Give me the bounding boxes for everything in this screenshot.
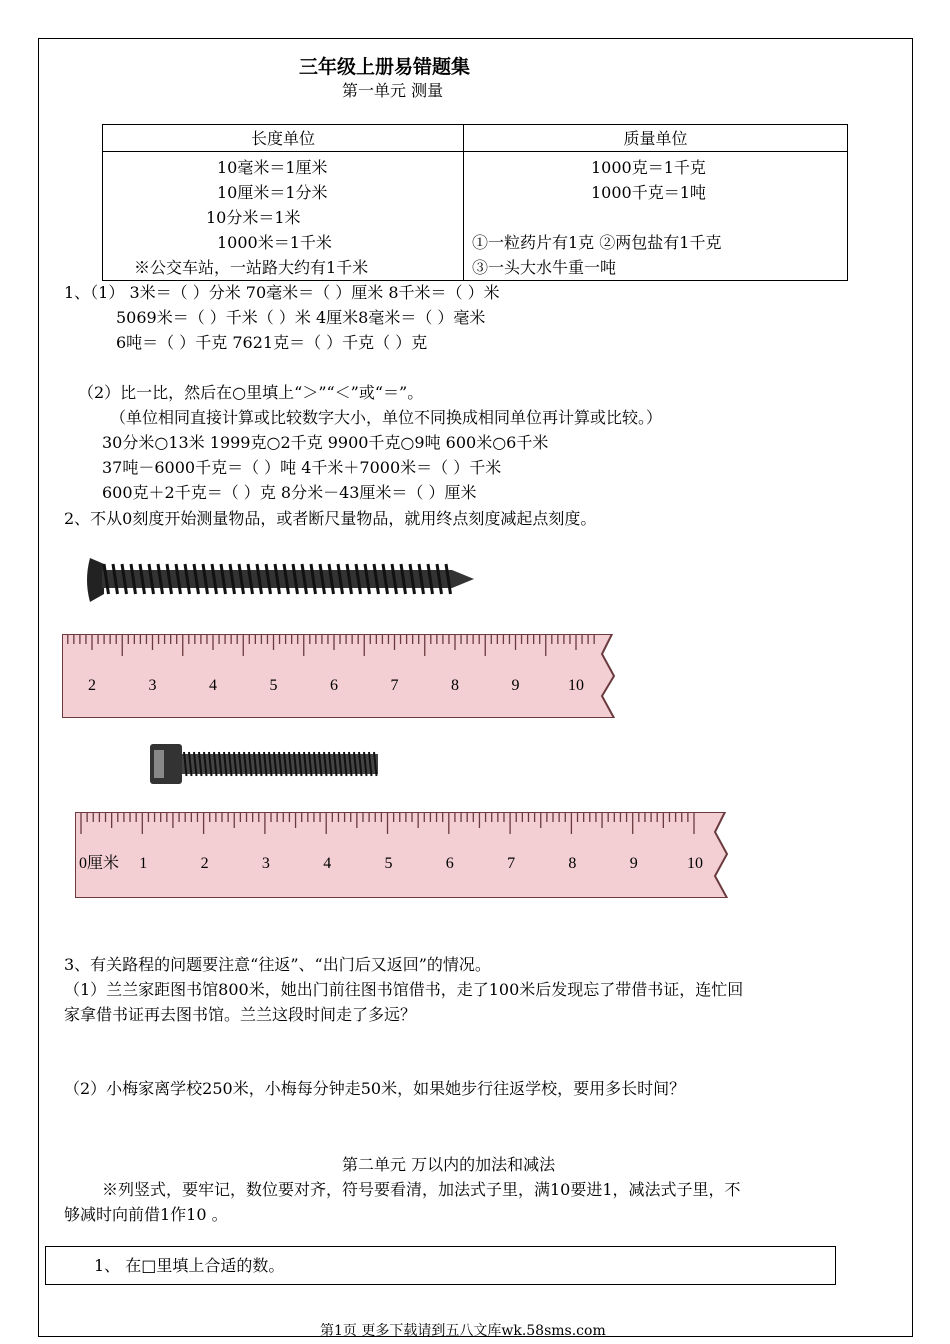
ruler1-label: 3 bbox=[148, 677, 157, 694]
bolt-image bbox=[124, 730, 388, 796]
ruler1-label: 7 bbox=[390, 677, 399, 694]
ruler1-label: 5 bbox=[269, 677, 278, 694]
q1-compare2: 37吨－6000千克＝（ ）吨 4千米＋7000米＝（ ）千米 bbox=[102, 458, 502, 477]
unit2-q1: 1、 在□里填上合适的数。 bbox=[94, 1256, 285, 1275]
q1-line2: 5069米＝（ ）千米（ ）米 4厘米8毫米＝（ ）毫米 bbox=[116, 308, 486, 327]
ruler2-label: 9 bbox=[629, 855, 638, 872]
unit2-tip-a: ※列竖式，要牢记，数位要对齐，符号要看清，加法式子里，满10要进1，减法式子里，不 bbox=[102, 1180, 741, 1199]
q3-p1b: 家拿借书证再去图书馆。兰兰这段时间走了多远？ bbox=[64, 1005, 417, 1024]
q1-line1: 1、（1） 3米＝（ ）分米 70毫米＝（ ）厘米 8千米＝（ ）米 bbox=[64, 283, 500, 302]
ruler2-label: 3 bbox=[261, 855, 270, 872]
q2-text: 2、不从0刻度开始测量物品，或者断尺量物品，就用终点刻度减起点刻度。 bbox=[64, 509, 597, 528]
ruler2-label: 7 bbox=[507, 855, 516, 872]
q1-note: （单位相同直接计算或比较数字大小，单位不同换成相同单位再计算或比较。） bbox=[110, 408, 663, 427]
ruler2-label: 8 bbox=[568, 855, 577, 872]
mass-line: 1000千克＝1吨 bbox=[591, 183, 706, 202]
ruler2-label: 1 bbox=[139, 855, 148, 872]
unit2-heading: 第二单元 万以内的加法和减法 bbox=[342, 1155, 556, 1174]
unit2-tip-b: 够减时向前借1作10 。 bbox=[64, 1205, 228, 1224]
length-cell bbox=[104, 153, 462, 279]
page-footer: 第1页 更多下载请到五八文库wk.58sms.com bbox=[320, 1323, 606, 1339]
length-line: 10分米＝1米 bbox=[206, 208, 301, 227]
q3-p2: （2）小梅家离学校250米，小梅每分钟走50米，如果她步行往返学校，要用多长时间？ bbox=[64, 1079, 686, 1098]
mass-line: ①一粒药片有1克 ②两包盐有1千克 bbox=[472, 233, 722, 252]
unit1-heading: 第一单元 测量 bbox=[342, 81, 444, 100]
ruler1-label: 4 bbox=[209, 677, 217, 694]
mass-header: 质量单位 bbox=[464, 125, 848, 152]
q3-text: 3、有关路程的问题要注意“往返”、“出门后又返回”的情况。 bbox=[64, 955, 491, 974]
length-line: 10厘米＝1分米 bbox=[217, 183, 328, 202]
length-header: 长度单位 bbox=[103, 125, 464, 152]
ruler-1 bbox=[62, 634, 618, 718]
ruler2-label: 2 bbox=[200, 855, 209, 872]
length-line: 1000米＝1千米 bbox=[217, 233, 332, 252]
page-title: 三年级上册易错题集 bbox=[299, 56, 471, 78]
ruler2-label: 6 bbox=[445, 855, 454, 872]
ruler2-label: 0厘米 bbox=[79, 855, 120, 872]
mass-line: ③一头大水牛重一吨 bbox=[472, 258, 617, 277]
ruler1-label: 9 bbox=[511, 677, 520, 694]
mass-cell bbox=[465, 153, 846, 279]
q1-sub2: （2）比一比，然后在○里填上“＞”“＜”或“＝”。 bbox=[78, 383, 424, 402]
q1-compare1: 30分米○13米 1999克○2千克 9900千克○9吨 600米○6千米 bbox=[102, 433, 549, 452]
ruler1-label: 10 bbox=[568, 677, 584, 694]
q1-line3: 6吨＝（ ）千克 7621克＝（ ）千克（ ）克 bbox=[116, 333, 428, 352]
ruler2-label: 5 bbox=[384, 855, 393, 872]
ruler1-label: 6 bbox=[330, 677, 338, 694]
units-table bbox=[102, 124, 848, 281]
length-line: ※公交车站，一站路大约有1千米 bbox=[134, 258, 369, 277]
ruler1-label: 2 bbox=[88, 677, 96, 694]
q3-p1a: （1）兰兰家距图书馆800米，她出门前往图书馆借书，走了100米后发现忘了带借书证，连忙回 bbox=[64, 980, 744, 999]
unit2-q1-box bbox=[45, 1246, 836, 1285]
screw-image bbox=[64, 546, 480, 612]
length-line: 10毫米＝1厘米 bbox=[217, 158, 328, 177]
ruler-2 bbox=[75, 812, 737, 898]
ruler2-label: 4 bbox=[323, 855, 332, 872]
ruler1-label: 8 bbox=[451, 677, 459, 694]
mass-line: 1000克＝1千克 bbox=[591, 158, 706, 177]
ruler2-label: 10 bbox=[687, 855, 703, 872]
q1-compare3: 600克＋2千克＝（ ）克 8分米－43厘米＝（ ）厘米 bbox=[102, 483, 477, 502]
